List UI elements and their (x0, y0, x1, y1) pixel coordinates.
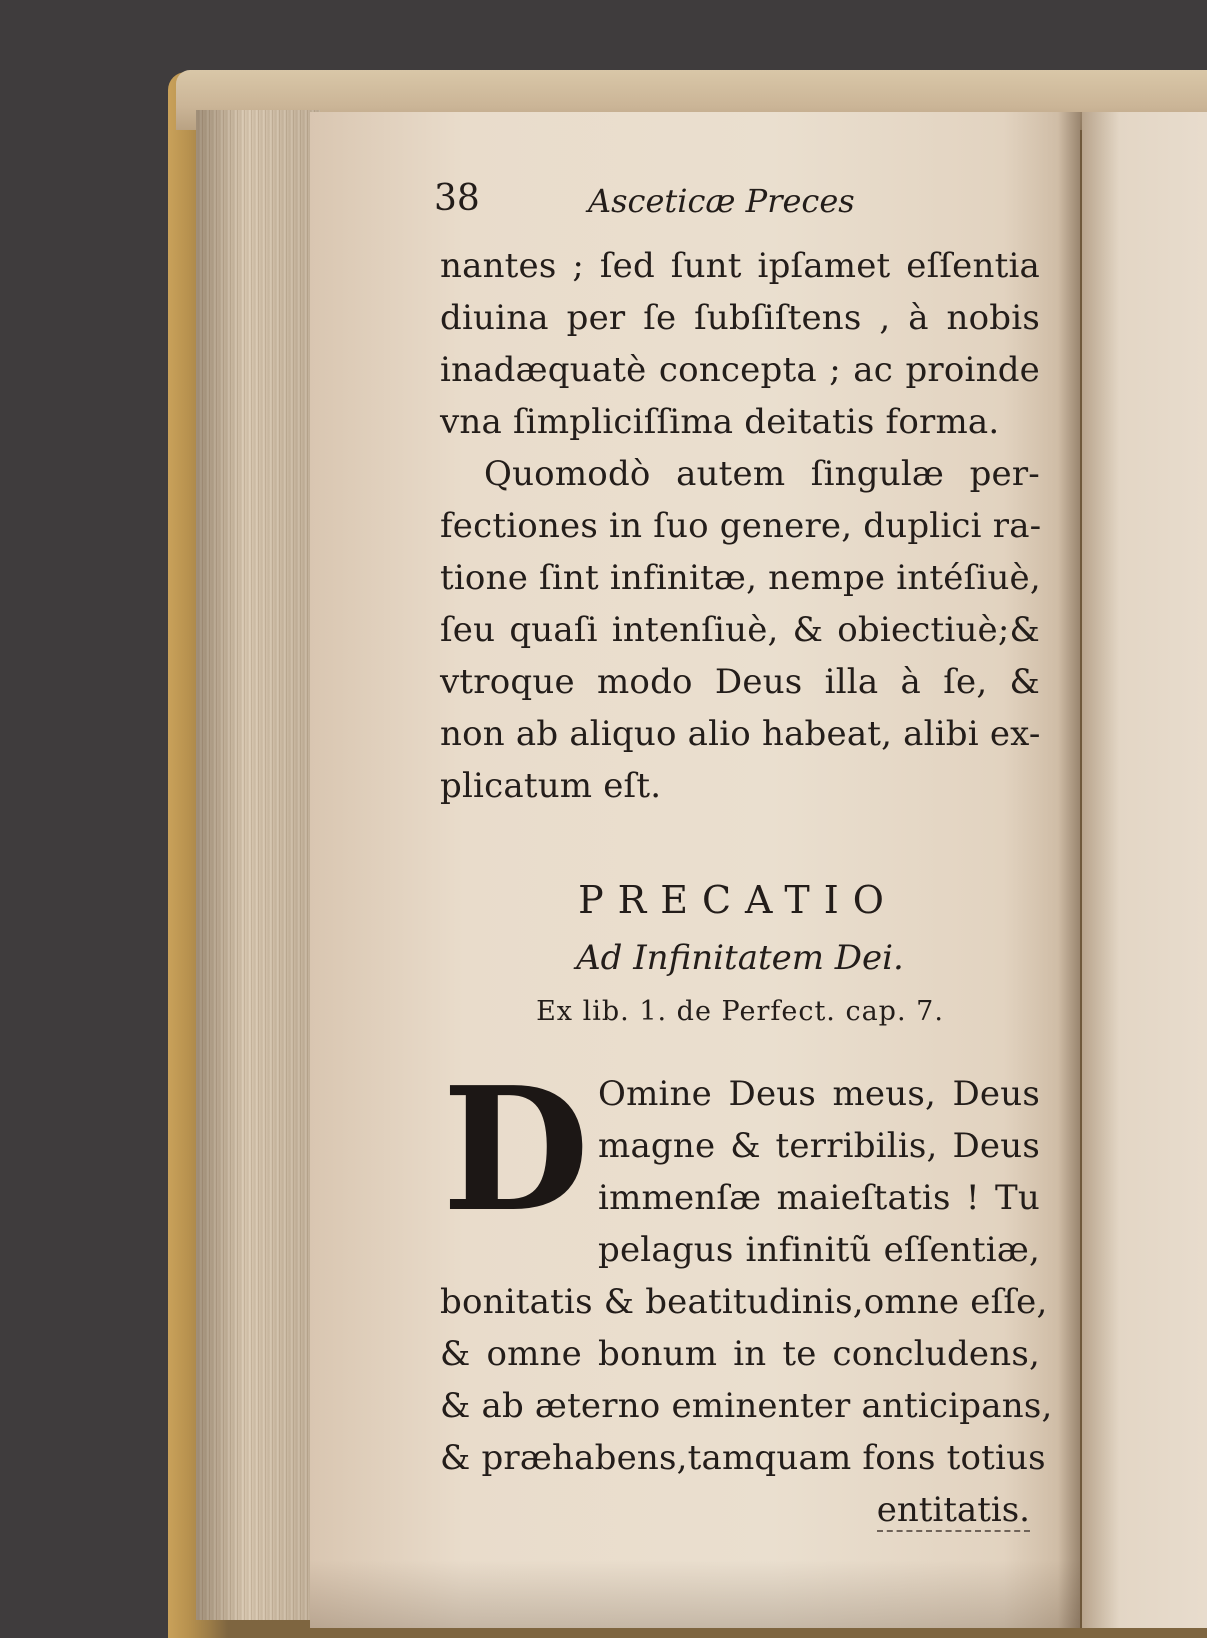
text-line: & omne bonum in te concludens, (440, 1334, 1040, 1374)
text-line: tione ſint infinitæ, nempe intéſiuè, (440, 558, 1041, 598)
text-line: fectiones in ſuo genere, duplici ra- (440, 506, 1042, 546)
page-number: 38 (434, 178, 480, 219)
text-line: Omine Deus meus, Deus (598, 1074, 1040, 1114)
page-header (434, 178, 1040, 240)
running-title: Asceticæ Preces (588, 182, 855, 220)
text-line: non ab aliquo alio habeat, alibi ex- (440, 714, 1041, 754)
text-line: Quomodò autem ſingulæ per- (484, 454, 1040, 494)
text-line: vtroque modo Deus illa à ſe, & (440, 662, 1040, 702)
text-line: immenſæ maieſtatis ! Tu (598, 1178, 1040, 1218)
body-paragraphs (440, 240, 1040, 812)
text-line: vna ſimpliciſſima deitatis forma. (440, 402, 1000, 442)
prayer-text (440, 1050, 1053, 1536)
text-line: & præhabens,tamquam fons totius (440, 1438, 1046, 1478)
catchword: entitatis. (876, 1490, 1030, 1530)
text-line: diuina per ſe ſubſiſtens , à nobis (440, 298, 1040, 338)
section-heading: PRECATIO (578, 878, 898, 922)
text-line: magne & terribilis, Deus (598, 1126, 1040, 1166)
facing-page (1082, 112, 1207, 1628)
text-line: pelagus infinitũ eſſentiæ, (598, 1230, 1040, 1270)
drop-cap: D (442, 1050, 590, 1250)
gutter-shadow (1058, 112, 1082, 1628)
text-line: inadæquatè concepta ; ac proinde (440, 350, 1040, 390)
text-line: nantes ; ſed ſunt ipſamet eſſentia (440, 246, 1040, 286)
page-text (434, 178, 1053, 1536)
text-line: bonitatis & beatitudinis,omne eſſe, (440, 1282, 1048, 1322)
text-line: plicatum eſt. (440, 766, 662, 806)
section-subheading: Ad Infinitatem Dei. (576, 938, 904, 978)
text-line: & ab æterno eminenter anticipans, (440, 1386, 1053, 1426)
text-line: ſeu quaſi intenſiuè, & obiectiuè;& (440, 610, 1040, 650)
source-reference: Ex lib. 1. de Perfect. cap. 7. (536, 996, 944, 1027)
